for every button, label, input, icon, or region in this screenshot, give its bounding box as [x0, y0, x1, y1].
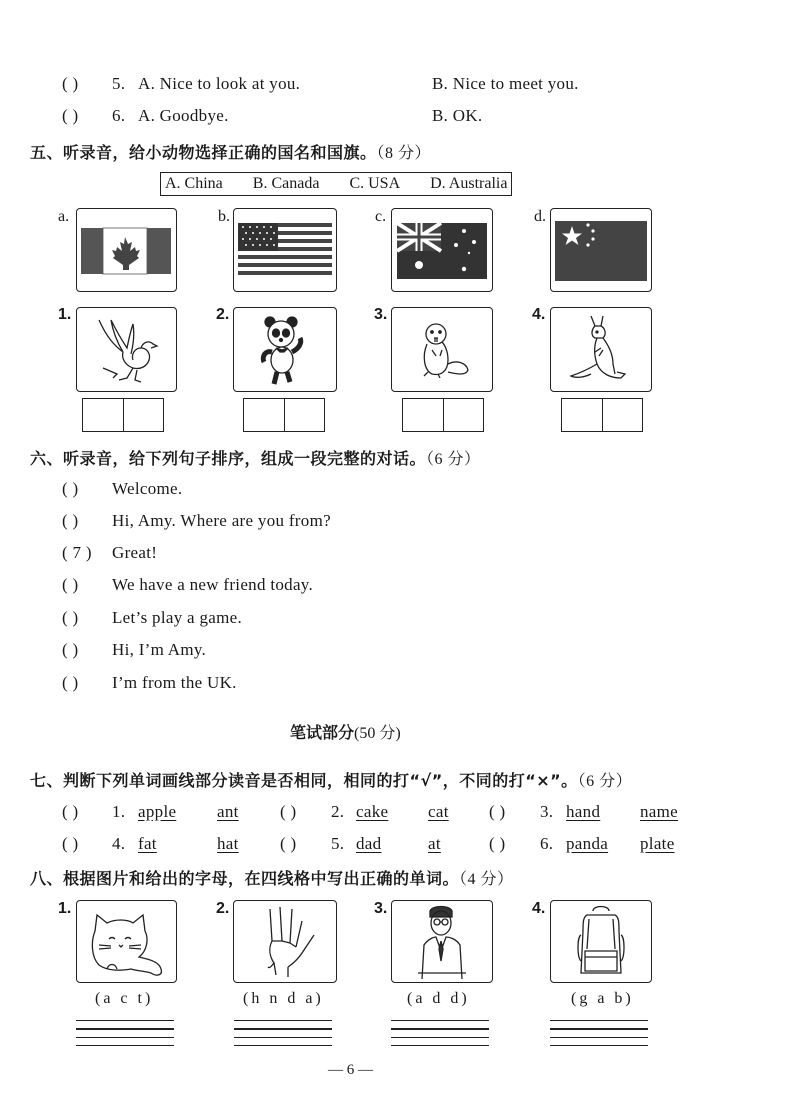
q5-option-b: B. Nice to meet you.: [432, 74, 579, 93]
judge-word: panda: [566, 834, 609, 853]
four-line-grid-1[interactable]: [76, 1020, 174, 1053]
answer-box-2[interactable]: [243, 398, 325, 432]
judge-paren[interactable]: ( ): [489, 834, 506, 853]
dialogue-line: Welcome.: [112, 479, 183, 498]
flag-label-a: a.: [58, 208, 70, 225]
q5-option-a: A. Nice to look at you.: [138, 74, 301, 93]
letters-hint: (h n d a): [243, 990, 324, 1007]
section6-title: 六、听录音，给下列句子排序，组成一段完整的对话。: [30, 449, 427, 468]
judge-paren[interactable]: ( ): [489, 802, 506, 821]
order-paren[interactable]: ( ): [62, 479, 79, 498]
judge-word: plate: [640, 834, 675, 853]
order-paren[interactable]: ( ): [62, 640, 79, 659]
flag-label-c: c.: [375, 208, 387, 225]
choice-china: A. China: [165, 175, 223, 192]
picture-label-4: 4.: [532, 900, 546, 917]
judge-paren[interactable]: ( ): [62, 834, 79, 853]
answer-box-4[interactable]: [561, 398, 643, 432]
picture-label-2: 2.: [216, 900, 230, 917]
letters-hint: (a d d): [407, 990, 470, 1007]
q6-number: 6.: [112, 106, 126, 125]
section8-title: 八、根据图片和给出的字母，在四线格中写出正确的单词。: [30, 869, 460, 888]
order-paren[interactable]: ( ): [62, 673, 79, 692]
picture-label-1: 1.: [58, 900, 72, 917]
page-number: — 6 —: [328, 1062, 373, 1078]
flag-label-b: b.: [218, 208, 230, 225]
choice-canada: B. Canada: [252, 175, 320, 192]
kangaroo-icon: [550, 307, 652, 392]
judge-word: apple: [138, 802, 177, 821]
four-line-grid-2[interactable]: [234, 1020, 332, 1053]
dialogue-line: Hi, Amy. Where are you from?: [112, 511, 331, 530]
flag-label-d: d.: [534, 208, 546, 225]
section5-points: （8 分）: [376, 145, 432, 162]
four-line-grid-3[interactable]: [391, 1020, 489, 1053]
q5-number: 5.: [112, 74, 126, 93]
panda-icon: [233, 307, 337, 392]
written-part-title: [290, 720, 401, 743]
section6-points: （6 分）: [426, 451, 481, 468]
eagle-icon: [76, 307, 177, 392]
judge-word: dad: [356, 834, 382, 853]
judge-word: cat: [428, 802, 449, 821]
dialogue-line: I’m from the UK.: [112, 673, 237, 692]
australia-flag-icon: [391, 208, 493, 292]
dialogue-line: Hi, I’m Amy.: [112, 640, 207, 659]
judge-number: 5.: [331, 834, 345, 853]
choice-usa: C. USA: [349, 175, 401, 192]
dialogue-line: We have a new friend today.: [112, 575, 314, 594]
judge-number: 1.: [112, 802, 126, 821]
schoolbag-icon: [550, 900, 652, 983]
q6-option-b: B. OK.: [432, 106, 483, 125]
order-paren[interactable]: ( 7 ): [62, 543, 92, 562]
judge-paren[interactable]: ( ): [280, 802, 297, 821]
judge-word: cake: [356, 802, 389, 821]
written-title: 笔试部分: [290, 723, 355, 742]
judge-word: fat: [138, 834, 157, 853]
china-flag-icon: [550, 208, 652, 292]
dialogue-line: Let’s play a game.: [112, 608, 243, 627]
section8-points: （4 分）: [459, 871, 514, 888]
choice-australia: D. Australia: [430, 175, 508, 192]
section6-heading: [30, 446, 481, 469]
animal-label-3: 3.: [374, 306, 388, 323]
judge-number: 6.: [540, 834, 554, 853]
judge-word: ant: [217, 802, 239, 821]
written-points: (50 分): [354, 725, 401, 742]
order-paren[interactable]: ( ): [62, 575, 79, 594]
order-paren[interactable]: ( ): [62, 608, 79, 627]
animal-label-4: 4.: [532, 306, 546, 323]
four-line-grid-4[interactable]: [550, 1020, 648, 1053]
letters-hint: (a c t): [95, 990, 154, 1007]
judge-word: at: [428, 834, 441, 853]
judge-word: hat: [217, 834, 239, 853]
judge-number: 3.: [540, 802, 554, 821]
paren-q6[interactable]: ( ): [62, 106, 79, 125]
section7-heading: [30, 768, 632, 791]
section7-points: （6 分）: [577, 773, 633, 790]
judge-number: 4.: [112, 834, 126, 853]
answer-box-1[interactable]: [82, 398, 164, 432]
country-choice-box: [160, 172, 512, 196]
hand-icon: [233, 900, 337, 983]
man-icon: [391, 900, 493, 983]
picture-label-3: 3.: [374, 900, 388, 917]
cat-icon: [76, 900, 177, 983]
section5-title: 五、听录音，给小动物选择正确的国名和国旗。: [30, 143, 377, 162]
canada-flag-icon: [76, 208, 177, 292]
order-paren[interactable]: ( ): [62, 511, 79, 530]
section5-heading: [30, 140, 431, 163]
section7-title: 七、判断下列单词画线部分读音是否相同，相同的打“√”，不同的打“×”。: [30, 771, 578, 790]
section8-heading: [30, 866, 514, 889]
paren-q5[interactable]: ( ): [62, 74, 79, 93]
answer-box-3[interactable]: [402, 398, 484, 432]
judge-word: name: [640, 802, 679, 821]
q6-option-a: A. Goodbye.: [138, 106, 229, 125]
judge-word: hand: [566, 802, 601, 821]
letters-hint: (g a b): [571, 990, 634, 1007]
judge-paren[interactable]: ( ): [280, 834, 297, 853]
animal-label-1: 1.: [58, 306, 72, 323]
usa-flag-icon: [233, 208, 337, 292]
animal-label-2: 2.: [216, 306, 230, 323]
judge-paren[interactable]: ( ): [62, 802, 79, 821]
beaver-icon: [391, 307, 493, 392]
judge-number: 2.: [331, 802, 345, 821]
dialogue-line: Great!: [112, 543, 158, 562]
